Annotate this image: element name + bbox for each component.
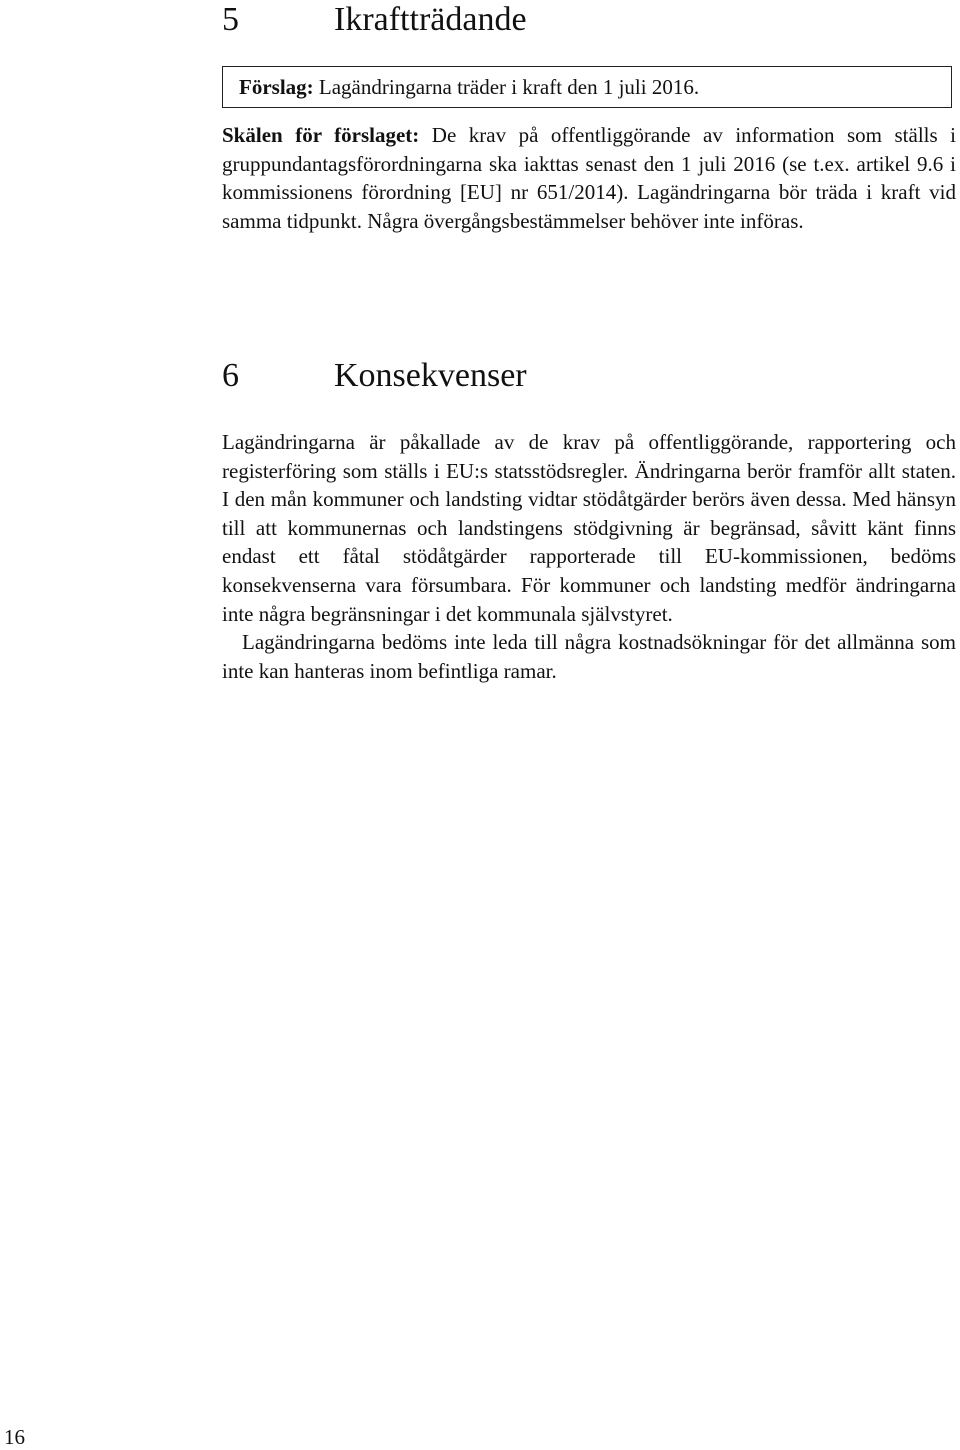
section-6-title: Konsekvenser xyxy=(334,357,527,394)
proposal-text: Lagändringarna träder i kraft den 1 juli 2016. xyxy=(313,75,700,99)
consequences-paragraph-2: Lagändringarna bedöms inte leda till några kostnadsökningar för det allmänna som inte kan hanteras inom befintliga ramar. xyxy=(222,630,956,683)
section-5-heading xyxy=(222,0,527,40)
reasons-paragraph xyxy=(222,121,956,235)
reasons-text: De krav på offentliggörande av information som ställs i gruppundantagsförordningarna ska iakttas senast den 1 juli 2016 (se t.ex. artikel 9.6 i kommissionens förordning [EU] nr 651/2014). Lagändringarna bör träda i kraft vid samma tidpunkt. Några övergångsbestämmelser behöver inte införas. xyxy=(222,123,956,233)
reasons-label: Skälen för förslaget: xyxy=(222,123,420,147)
section-6-number: 6 xyxy=(222,357,239,394)
proposal-box xyxy=(222,66,952,108)
consequences-body xyxy=(222,428,956,685)
section-5-number: 5 xyxy=(222,1,239,38)
consequences-paragraph-1: Lagändringarna är påkallade av de krav på offentliggörande, rapportering och registerföring som ställs i EU:s statsstödsregler. Ändringarna berör framför allt staten. I den mån kommuner och landsting vidtar stödåtgärder berörs även dessa. Med hänsyn till att kommunernas och landstingens stödgivning är begränsad, såvitt känt finns endast ett fåtal stödåtgärder rapporterade till EU-kommissionen, bedöms konsekvenserna vara försumbara. För kommuner och landsting medför ändringarna inte några begränsningar i det kommunala självstyret. xyxy=(222,430,956,626)
proposal-label: Förslag: xyxy=(239,75,314,99)
section-5-title: Ikraftträdande xyxy=(334,1,527,38)
section-6-heading xyxy=(222,356,527,396)
page-number: 16 xyxy=(4,1425,25,1449)
